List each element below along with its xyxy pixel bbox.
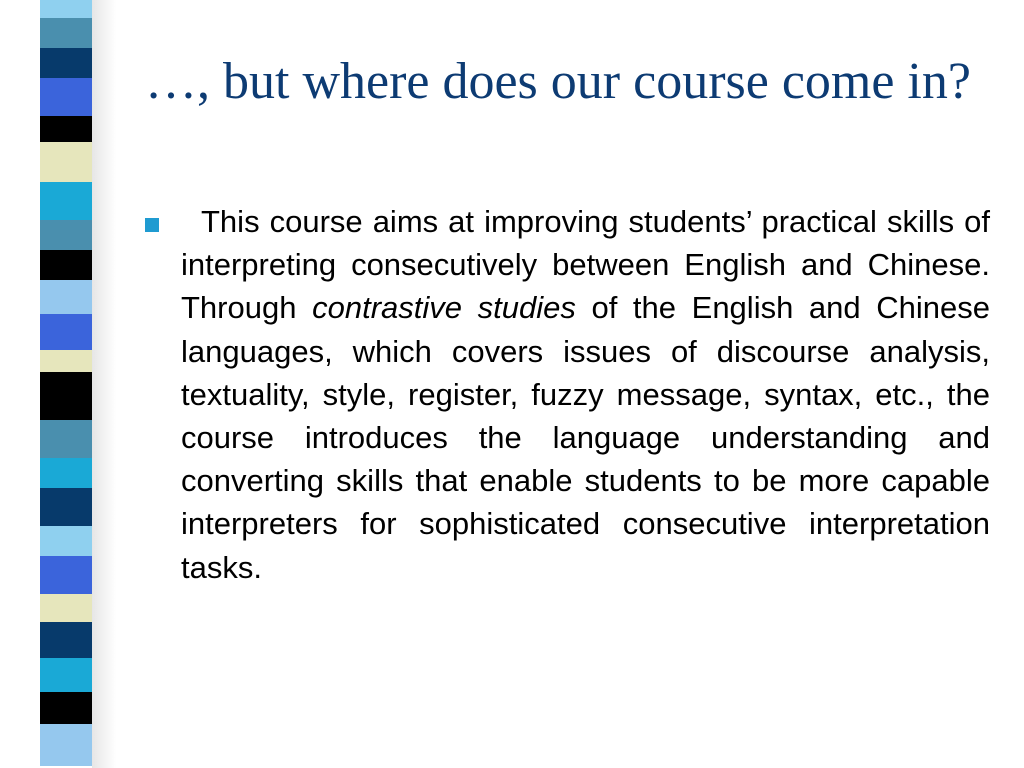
stripe-segment [40,526,92,556]
slide-title: …, but where does our course come in? [145,53,971,110]
stripe-segment [40,420,92,458]
bullet-text-emphasis: contrastive studies [312,290,576,326]
stripe-shadow [92,0,116,768]
stripe-segment [40,350,92,372]
stripe-segment [40,594,92,622]
stripe-segment [40,280,92,314]
stripe-segment [40,692,92,724]
square-bullet-icon [145,218,159,232]
stripe-segment [40,142,92,182]
bullet-text-part1: This course aims at improving students’ practical skills of interpreting consecutively between English and Chinese. Through [181,204,990,326]
stripe-segment [40,48,92,78]
stripe-segment [40,658,92,692]
stripe-segment [40,458,92,488]
bullet-text [181,200,990,589]
stripe-segment [40,556,92,594]
stripe-segment [40,18,92,48]
stripe-segment [40,724,92,766]
stripe-segment [40,0,92,18]
stripe-segment [40,78,92,116]
stripe-segment [40,372,92,420]
bullet-text-part2: of the English and Chinese languages, which covers issues of discourse analysis, textuality, style, register, fuzzy message, syntax, etc., the course introduces the language understanding and converting skills that enable students to be more capable interpreters for sophisticated consecutive interpretation tasks. [181,290,991,585]
stripe-segment [40,116,92,142]
decorative-stripe-bar [40,0,92,768]
stripe-segment [40,314,92,350]
stripe-segment [40,488,92,526]
stripe-segment [40,182,92,220]
stripe-segment [40,220,92,250]
stripe-segment [40,622,92,658]
stripe-segment [40,250,92,280]
